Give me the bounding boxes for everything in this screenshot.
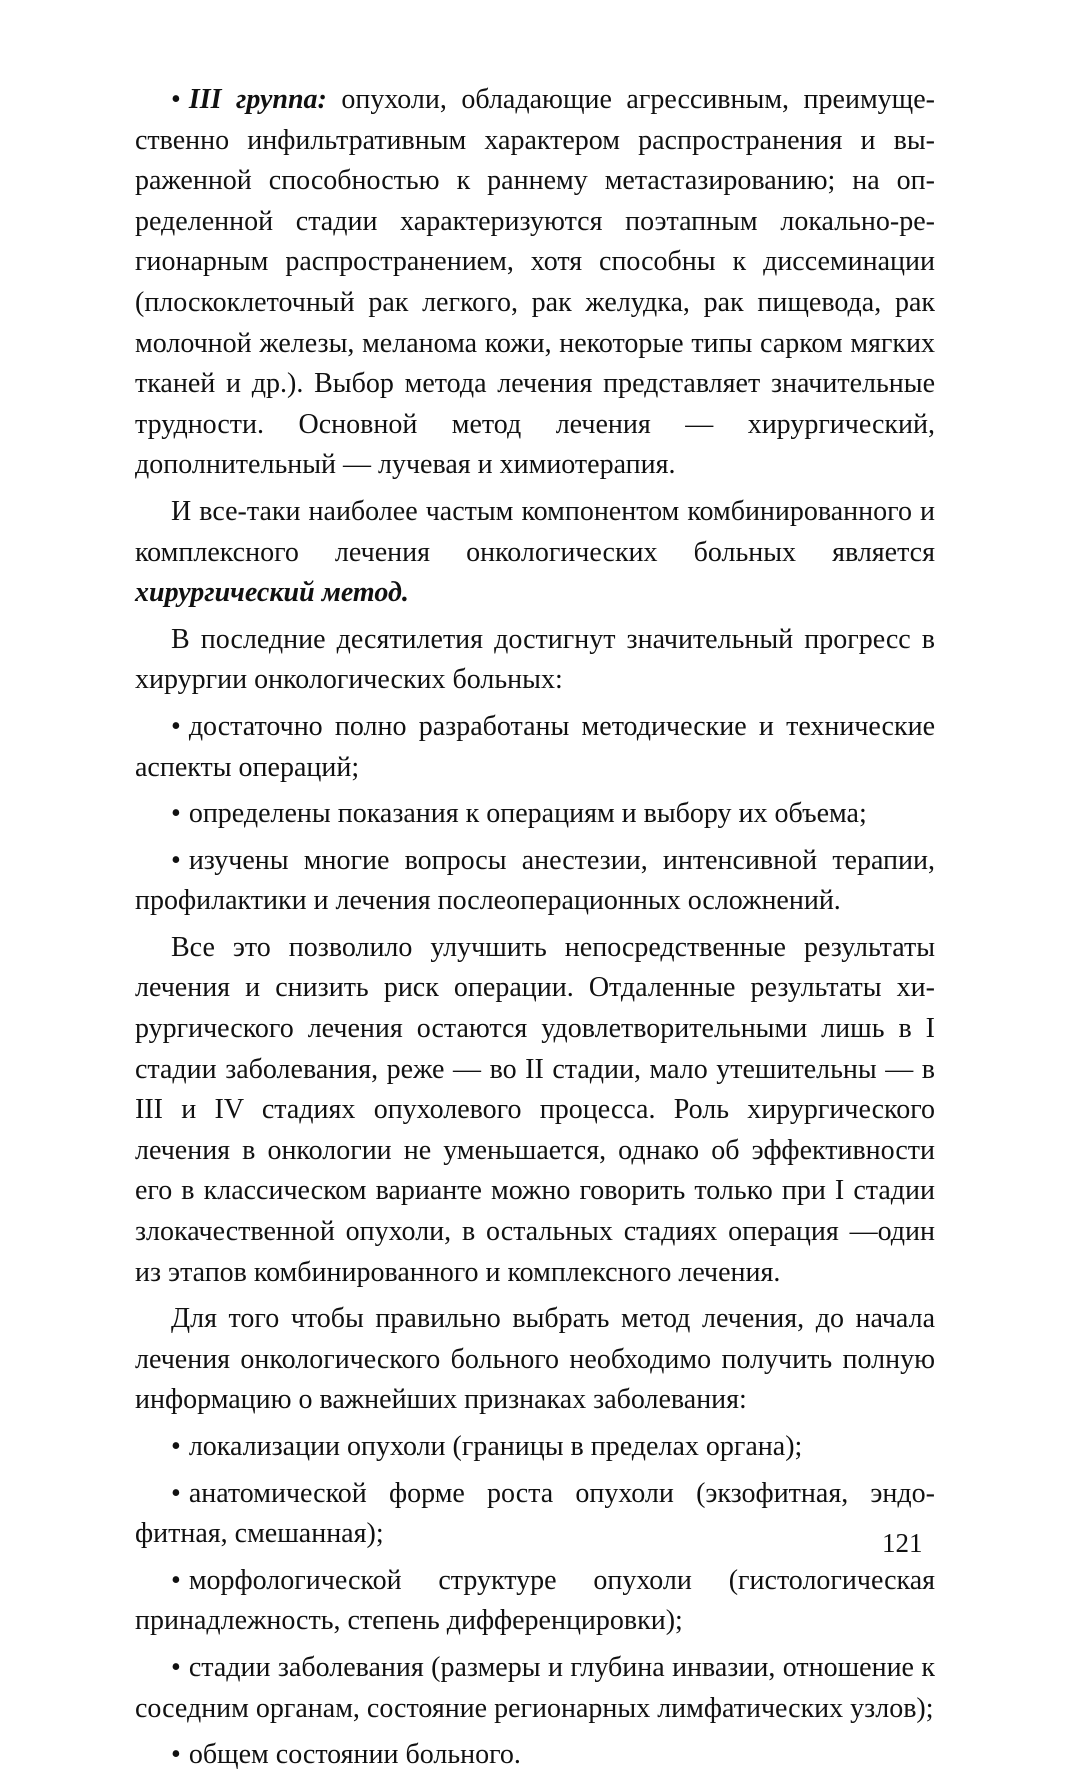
page-body <box>135 80 935 1776</box>
paragraph-surgery-emphasis: хирургический метод. <box>135 577 409 609</box>
bullet-group-3-text: опухоли, обладающие агрессивным, преимущественно инфильтративным характером распространения и выраженной способностью к раннему метастазированию; на определенной стадии характеризуются поэтапным локально-регионарным распространением, хотя способны к диссеминации (плоскоклеточный рак легкого, рак желудка, рак пищевода, рак молочной железы, меланома кожи, некоторые типы сарком мягких тканей и др.). Выбор метода лечения представляет значительные трудности. Основной метод лечения — хирургический, дополнительный — лучевая и химиотерапия. <box>135 84 935 481</box>
page-number: 121 <box>882 1528 923 1558</box>
info-item <box>135 1474 935 1555</box>
info-item-text: общем состоянии больного. <box>188 1739 521 1771</box>
info-item-text: локализации опухоли (границы в пределах органа); <box>188 1431 803 1462</box>
paragraph-results: Все это позволило улучшить непосредственные результаты лечения и снизить риск операции. Отдаленные результаты хирургического лечения остаются удовлетворительными лишь в I стадии заболевания, реже — во II стадии, мало утешительны — в III и IV стадиях опухолевого процесса. Роль хирургического лечения в онкологии не уменьшается, однако об эффективности его в классическом варианте можно говорить только при I стадии злокачественной опухоли, в остальных стадиях операция —один из этапов комбинированного и комплексного лечения. <box>135 931 935 1288</box>
info-item-text: морфологической структуре опухоли (гистологическая принадлежность, степень дифференцировки); <box>135 1564 935 1637</box>
info-item <box>135 1427 935 1468</box>
info-item <box>135 1735 935 1776</box>
bullet-group-3-lead: III группа: <box>188 84 327 115</box>
progress-item-text: определены показания к операциям и выбору их объема; <box>188 798 867 830</box>
bullet-group-3 <box>135 80 935 486</box>
progress-item <box>135 841 935 922</box>
info-item-text: стадии заболевания (размеры и глубина инвазии, отношение к соседним органам, состояние регионарных лимфатических узлов); <box>135 1651 935 1724</box>
paragraph-info: Для того чтобы правильно выбрать метод лечения, до начала лечения онкологического больного необходимо получить полную информацию о важнейших признаках заболевания: <box>135 1303 935 1416</box>
paragraph-surgery-text: И все-таки наиболее частым компонентом комбинированного и комплексного лечения онкологических больных является <box>135 495 935 568</box>
info-item <box>135 1561 935 1642</box>
progress-item <box>135 707 935 788</box>
progress-item <box>135 794 935 835</box>
progress-item-text: изучены многие вопросы анестезии, интенсивной терапии, профилактики и лечения послеоперационных осложнений. <box>135 844 935 917</box>
paragraph-progress: В последние десятилетия достигнут значительный прогресс в хирургии онкологических больных: <box>135 623 935 696</box>
progress-item-text: достаточно полно разработаны методические и технические аспекты операций; <box>135 710 935 783</box>
info-item-text: анатомической форме роста опухоли (экзофитная, эндофитная, смешанная); <box>135 1477 935 1550</box>
info-item <box>135 1648 935 1729</box>
paragraph-surgery <box>135 492 935 614</box>
